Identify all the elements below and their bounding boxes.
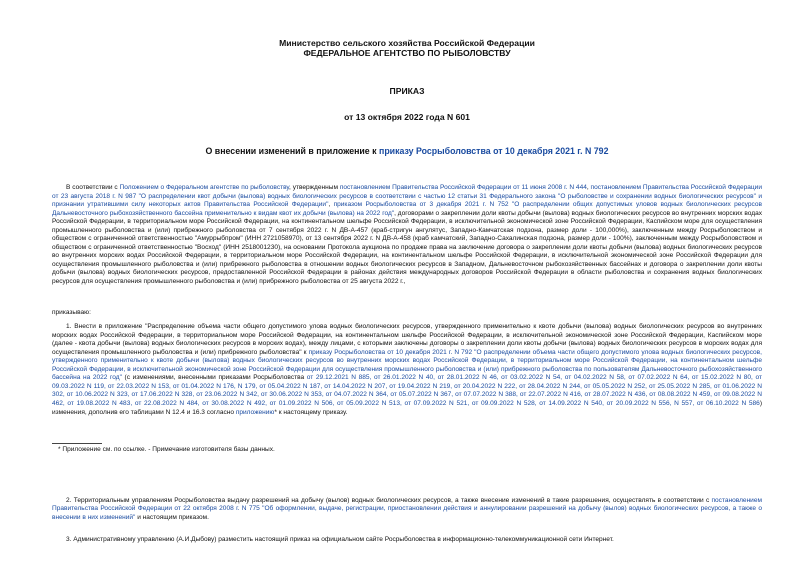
title-prefix: О внесении изменений в приложение к xyxy=(205,146,379,156)
footnote-divider xyxy=(52,443,102,444)
footnote: * Приложение см. по ссылке. - Примечание изготовителя базы данных. xyxy=(58,446,275,454)
regulation-link[interactable]: Положением о Федеральном агентстве по рыболовству xyxy=(119,184,290,191)
preamble-text: , xyxy=(328,201,334,209)
preamble-text: В соответствии с xyxy=(66,184,120,191)
resolution-775-link[interactable]: постановлением Правительства Российской Федерации от 22 октября 2008 г. N 775 "Об оформлении, выдаче, регистрации, приостановлении действия и аннулировании разрешений на добычу (вылов) водных биологических ресурсов, а также о внесении в них изменений" xyxy=(52,496,762,521)
item-1-text: (с изменениями, внесенными приказами Росрыболовства xyxy=(121,374,307,382)
preamble-text: , утвержденным xyxy=(289,184,340,191)
item-2-paragraph xyxy=(52,497,762,523)
preamble-paragraph xyxy=(52,184,762,287)
order-792-link[interactable]: приказу Росрыболовства от 10 декабря 2021 г. N 792 "О распределении объема части общего допустимого улова водных биологических ресурсов, утвержденного применительно к квоте добычи (вылова) водных биологических ресурсов во внутренних морских водах Российской Федерации, в территориальном море Российской Федерации, на континентальном шельфе Российской Федерации, в исключительной экономической зоне Российской Федерации для осуществления промышленного рыболовства и (или) прибрежного рыболовства по пользователям Дальневосточного рыбохозяйственного бассейна на 2022 год" xyxy=(52,348,762,382)
resolution-444-link[interactable]: постановлением Правительства Российской Федерации от 11 июня 2008 г. N 444 xyxy=(339,184,587,191)
prikazyvayu-line: приказываю: xyxy=(52,308,91,316)
doc-date: от 13 октября 2022 года N 601 xyxy=(344,112,470,122)
item-1-text: 1. Внести в приложение "Распределение объема части общего допустимого улова водных биологических ресурсов, утвержденного применительно к квоте добычи (вылова) водных биологических ресурсов во внутренних морских водах Российской Федерации, в территориальном море Российской Федерации, на континентальном шельфе Российской Федерации, в исключительной экономической зоне Российской Федерации, Каспийском море (далее - квота добычи (вылова) водных биологических ресурсов в морских водах), между лицами, с которыми заключены договоры о закреплении доли квоты добычи (вылова) водных биологических ресурсов в морских водах для осуществления промышленного рыболовства и (или) прибрежного рыболовства" к xyxy=(52,323,762,356)
item-1-text: ) изменения, дополнив его таблицами N 12.4 и 16.3 согласно xyxy=(52,400,762,416)
item-2-text: 2. Территориальным управлениям Росрыболовства выдачу разрешений на добычу (вылов) водных биологических ресурсов, а также внесение изменений в такие разрешения, осуществлять в соответствии с xyxy=(66,496,712,504)
item-2-text: и настоящим приказом. xyxy=(135,513,209,521)
doc-title xyxy=(52,146,762,156)
preamble-text: , xyxy=(586,184,591,191)
resolution-987-link[interactable]: постановлением Правительства Российской Федерации от 23 августа 2018 г. N 987 "О распределении квот добычи (вылова) водных биологических ресурсов в соответствии с частью 12 статьи 31 Федерального закона "О рыболовстве и сохранении водных биологических ресурсов" и признании утратившими силу некоторых актов Правительства Российской Федерации" xyxy=(52,184,762,209)
order-752-link[interactable]: приказом Росрыболовства от 3 декабря 2021 г. N 752 "О распределении общих допустимых уловов водных биологических ресурсов Дальневосточного рыбохозяйственного бассейна применительно к видам квот их добычи (вылова) на 2022 год" xyxy=(52,201,762,217)
item-3-paragraph: 3. Административному управлению (А.И.Дыбову) разместить настоящий приказ на официальном сайте Росрыболовства в информационно-телекоммуникационной сети Интернет. xyxy=(66,536,614,544)
item-1-text: * к настоящему приказу. xyxy=(274,408,348,416)
item-1-paragraph xyxy=(52,323,762,417)
preamble-text: , договорами о закреплении доли квоты добычи (вылова) водных биологических ресурсов во внутренних морских водах Российской Федерации, в территориальном море Российской Федерации, на континентальном шельфе Российской Федерации, в исключительной экономической зоне Российской Федерации, Каспийском море для осуществления промышленного рыболовства и (или) прибрежного рыболовства от 7 сентября 2022 г. N ДВ-А-457 (краб-стригун ангулятус, Западно-Камчатская подзона, размер доли - 100,000%), заключенным между Росрыболовством и обществом с ограниченной ответственностью "Амуррыбпром" (ИНН 2721058970), от 13 сентября 2022 г. N ДВ-А-458 (краб камчатский, Западно-Сахалинская подзона, размер доли - 100%), заключенным между Росрыболовством и обществом с ограниченной ответственностью "Восход" (ИНН 2518001230), на основании Протокола аукциона по продаже права на заключение договора о закреплении доли квоты добычи (вылова) водных биологических ресурсов во внутренних морских водах Российской Федерации, в территориальном море Российской Федерации, на континентальном шельфе Российской Федерации, в исключительной экономической зоне Российской Федерации для осуществления промышленного рыболовства и (или) прибрежного рыболовства в отношении водных биологических ресурсов в Западном, Дальневосточном рыбохозяйственных бассейнах и договора о закреплении доли квоты добычи (вылова) водных биологических ресурсов, предоставленной Российской Федерации в районах действия международных договоров Российской Федерации в области рыболовства и сохранения водных биологических ресурсов для осуществления промышленного рыболовства и (или) прибрежного рыболовства от 25 августа 2022 г., xyxy=(52,209,762,286)
doc-type-heading: ПРИКАЗ xyxy=(389,86,425,96)
appendix-link[interactable]: приложению xyxy=(235,408,275,416)
ministry-heading: Министерство сельского хозяйства Российской Федерации xyxy=(279,38,535,48)
title-link[interactable]: приказу Росрыболовства от 10 декабря 2021 г. N 792 xyxy=(379,146,609,156)
agency-heading: ФЕДЕРАЛЬНОЕ АГЕНТСТВО ПО РЫБОЛОВСТВУ xyxy=(303,48,511,58)
amending-orders-link[interactable]: от 29.12.2021 N 885, от 26.01.2022 N 40, от 28.01.2022 N 46, от 03.02.2022 N 54, от 04.02.2022 N 58, от 07.02.2022 N 64, от 15.02.2022 N 80, от 09.03.2022 N 119, от 22.03.2022 N 153, от 01.04.2022 N 176, N 179, от 05.04.2022 N 187, от 14.04.2022 N 207, от 19.04.2022 N 219, от 20.04.2022 N 222, от 28.04.2022 N 244, от 05.05.2022 N 252, от 25.05.2022 N 285, от 01.06.2022 N 302, от 10.06.2022 N 323, от 17.06.2022 N 328, от 23.06.2022 N 342, от 30.06.2022 N 353, от 04.07.2022 N 364, от 05.07.2022 N 367, от 07.07.2022 N 388, от 22.07.2022 N 416, от 28.07.2022 N 436, от 08.08.2022 N 459, от 09.08.2022 N 462, от 19.08.2022 N 483, от 22.08.2022 N 484, от 30.08.2022 N 492, от 01.09.2022 N 506, от 05.09.2022 N 513, от 07.09.2022 N 521, от 09.09.2022 N 528, от 14.09.2022 N 540, от 20.09.2022 N 556, N 557, от 06.10.2022 N 586 xyxy=(52,374,762,408)
